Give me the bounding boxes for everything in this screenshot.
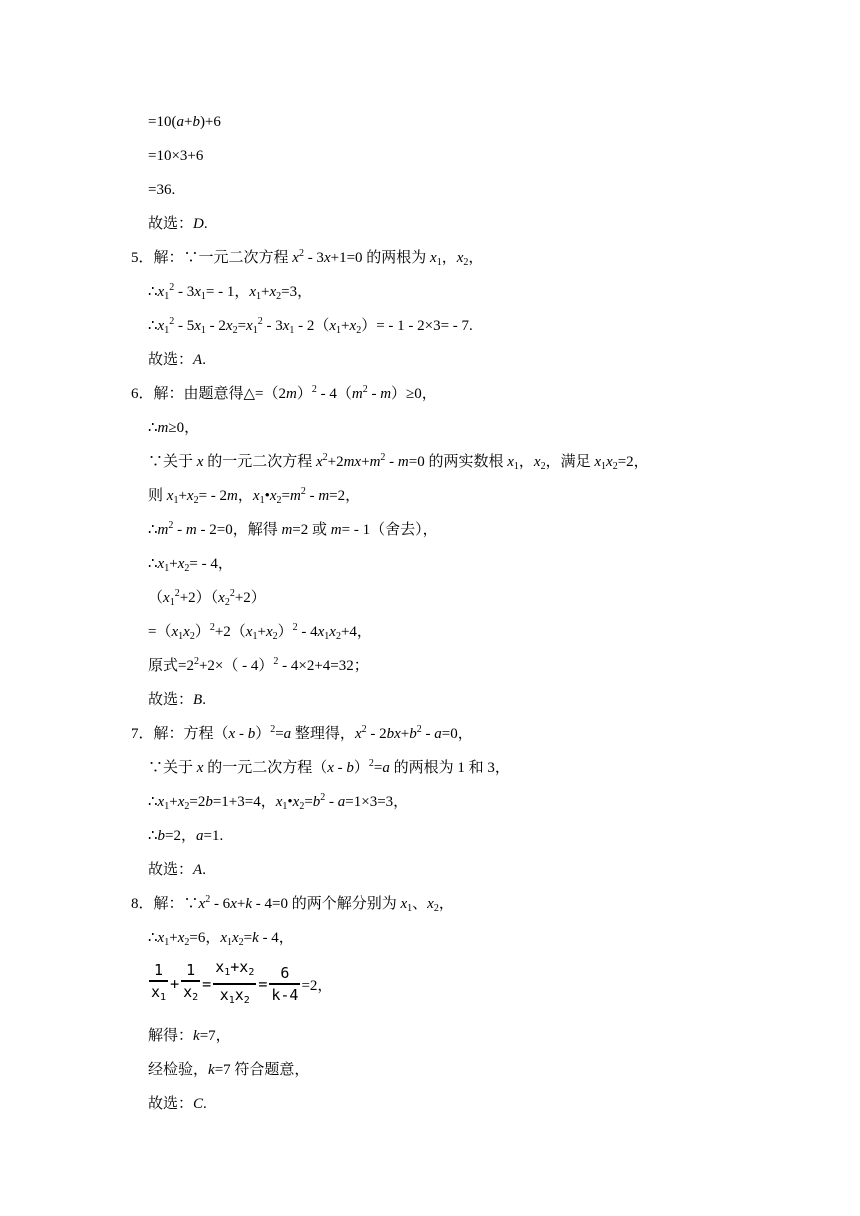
solution-line: ∴m≥0， [148, 420, 200, 436]
solution-line: ∴b=2，a=1. [148, 828, 224, 844]
solution-line: 故选：B. [148, 692, 206, 708]
solution-line: $\therefore x_1^2 - 5x_1 - 2x_2=x_1^2 - 3x_1 - 2(x_1+x_2)= - 1 - 2\times 3= - 7$. [148, 316, 473, 336]
solution-line: ∵关于 x 的一元二次方程 $x^2+2mx+m^2 - m=0$ 的两实数根 $x_1$，$x_2$，满足 $x_1x_2=2$， [148, 452, 649, 472]
solution-line: 故选：A. [148, 352, 206, 368]
solution-line: =10(a+b)+6 [148, 114, 221, 130]
solution-line: =10×3+6 [148, 148, 204, 164]
problem-6-heading: 6．解：由题意得$\triangle=(2m)^2 - 4(m^2 - m)\ge 0$， [131, 384, 437, 402]
solution-line: $=(x_1x_2)^2+2(x_1+x_2)^2 - 4x_1x_2+4$， [148, 622, 372, 642]
solution-line: $\therefore x_1+x_2= - 4$， [148, 556, 233, 574]
solution-line: 故选：C. [148, 1096, 207, 1112]
problem-5-heading: 5．解：∵一元二次方程 $x^2 - 3x+1=0$ 的两根为 $x_1$，$x_2$， [131, 248, 484, 268]
solution-line: ∵关于 x 的一元二次方程（x - b）$^2$=a 的两根为 1 和 3， [148, 758, 510, 776]
problem-8-heading: 8．解：$\because x^2 - 6x+k - 4=0$ 的两个解分别为 $x_1$、$x_2$， [131, 894, 454, 914]
fraction: $\frac{x_1+x_2}{x_1x_2}$ [215, 958, 255, 1006]
solution-line: =36. [148, 182, 176, 198]
fraction: $\frac{1}{x_2}$ [183, 961, 199, 1003]
fraction: $\frac{1}{x_1}$ [151, 961, 167, 1003]
problem-7-heading: 7．解：方程（x - b）$^2$=a 整理得，$x^2 - 2bx+b^2 - a=0$， [131, 724, 473, 742]
solution-line: 故选：D. [148, 216, 208, 232]
solution-line: 解得：k=7， [148, 1028, 231, 1044]
fraction: $\frac{6}{k-4}$ [271, 964, 299, 1004]
solution-line: $\therefore x_1+x_2=2b=1+3=4$，$x_1•x_2=b^2 - a=1\times 3=3$， [148, 792, 409, 812]
solution-line: 经检验，k=7 符合题意， [148, 1062, 310, 1078]
solution-line: $\therefore x_1^2 - 3x_1= - 1$，$x_1+x_2=3$， [148, 282, 313, 302]
fraction-equation: $\frac{1}{x_1}$ + $\frac{1}{x_2}$ = $\frac{x_1+x_2}{x_1x_2}$ = $\frac{6}{k-4}$ =2， [148, 958, 332, 1010]
solution-line: $(x_1^2+2)(x_2^2+2)$ [148, 588, 266, 608]
solution-line: 故选：A. [148, 862, 206, 878]
solution-line: 则 $x_1+x_2= - 2m$，$x_1•x_2=m^2 - m=2$， [148, 486, 361, 506]
solution-line: 原式$=2^2+2\times( - 4)^2 - 4\times 2+4=32$； [148, 656, 369, 674]
solution-line: $\therefore m^2 - m - 2=0$，解得 m=2 或 m= - 1（舍去）， [148, 520, 438, 538]
solution-line: $\therefore x_1+x_2=6$，$x_1x_2=k - 4$， [148, 930, 294, 948]
